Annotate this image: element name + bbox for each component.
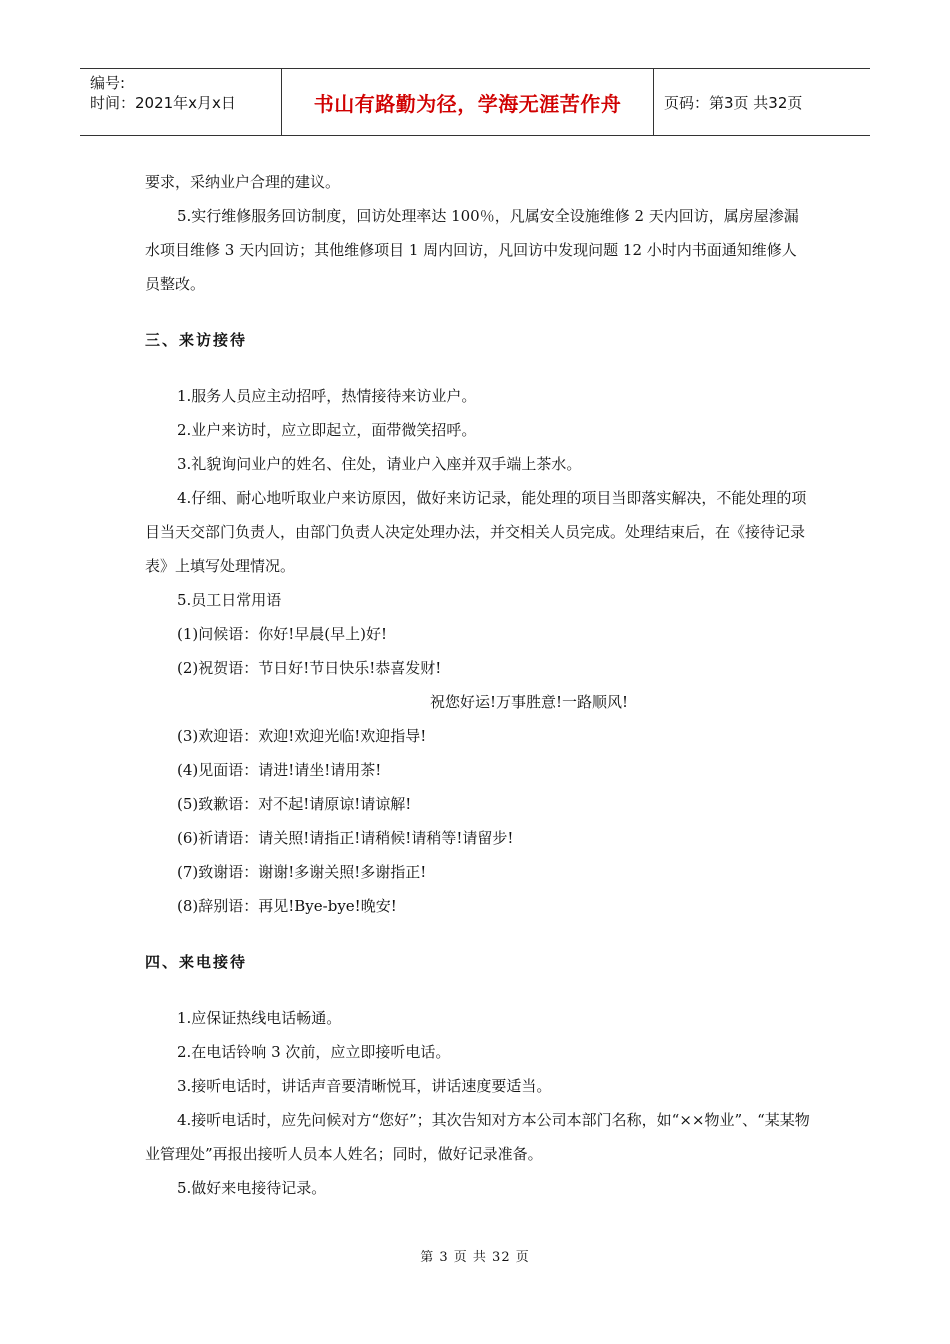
phrase-item: (1)问候语：你好!早晨(早上)好! (177, 625, 388, 643)
document-number-label: 编号: (90, 74, 126, 92)
document-body (145, 165, 810, 1205)
list-item: 2.在电话铃响 3 次前，应立即接听电话。 (177, 1043, 451, 1061)
paragraph-item-5: 5.实行维修服务回访制度，回访处理率达 100％，凡属安全设施维修 2 天内回访，属房屋渗漏水项目维修 3 天内回访；其他维修项目 1 周内回访，凡回访中发现问题 12 小时内书面通知维修人员整改。 (145, 207, 799, 293)
section-heading-visitor-reception: 三、来访接待 (145, 331, 248, 349)
header-page-info: 页码：第3页 共32页 (664, 93, 803, 112)
list-item: 4.仔细、耐心地听取业户来访原因，做好来访记录，能处理的项目当即落实解决，不能处理的项目当天交部门负责人，由部门负责人决定处理办法，并交相关人员完成。处理结束后，在《接待记录表》上填写处理情况。 (145, 489, 807, 575)
phrase-item: (4)见面语：请进!请坐!请用茶! (177, 761, 382, 779)
phrase-item: (2)祝贺语：节日好!节日快乐!恭喜发财! (177, 659, 442, 677)
header-motto: 书山有路勤为径，学海无涯苦作舟 (282, 69, 654, 135)
list-item: 5.做好来电接待记录。 (177, 1179, 327, 1197)
section-heading-phone-reception: 四、来电接待 (145, 953, 248, 971)
paragraph-continuation: 要求，采纳业户合理的建议。 (145, 173, 341, 191)
phrase-item: (7)致谢语：谢谢!多谢关照!多谢指正! (177, 863, 427, 881)
page-header (80, 68, 870, 136)
list-item: 3.接听电话时，讲话声音要清晰悦耳，讲话速度要适当。 (177, 1077, 552, 1095)
phrase-item: (3)欢迎语：欢迎!欢迎光临!欢迎指导! (177, 727, 427, 745)
list-item: 1.服务人员应主动招呼，热情接待来访业户。 (177, 387, 477, 405)
document-date: 时间：2021年x月x日 (90, 94, 236, 112)
list-item: 5.员工日常用语 (177, 591, 282, 609)
phrase-item: (6)祈请语：请关照!请指正!请稍候!请稍等!请留步! (177, 829, 514, 847)
list-item: 1.应保证热线电话畅通。 (177, 1009, 342, 1027)
phrase-item-continuation: 祝您好运!万事胜意!一路顺风! (430, 693, 629, 711)
header-meta-cell (80, 69, 282, 135)
list-item: 4.接听电话时，应先问候对方“您好”；其次告知对方本公司本部门名称，如“××物业”、“某某物业管理处”再报出接听人员本人姓名；同时，做好记录准备。 (145, 1111, 810, 1163)
list-item: 3.礼貌询问业户的姓名、住处，请业户入座并双手端上茶水。 (177, 455, 582, 473)
phrase-item: (5)致歉语：对不起!请原谅!请谅解! (177, 795, 412, 813)
page-footer: 第 3 页 共 32 页 (420, 1250, 530, 1265)
phrase-item: (8)辞别语：再见!Bye-bye!晚安! (177, 897, 397, 915)
list-item: 2.业户来访时，应立即起立，面带微笑招呼。 (177, 421, 477, 439)
